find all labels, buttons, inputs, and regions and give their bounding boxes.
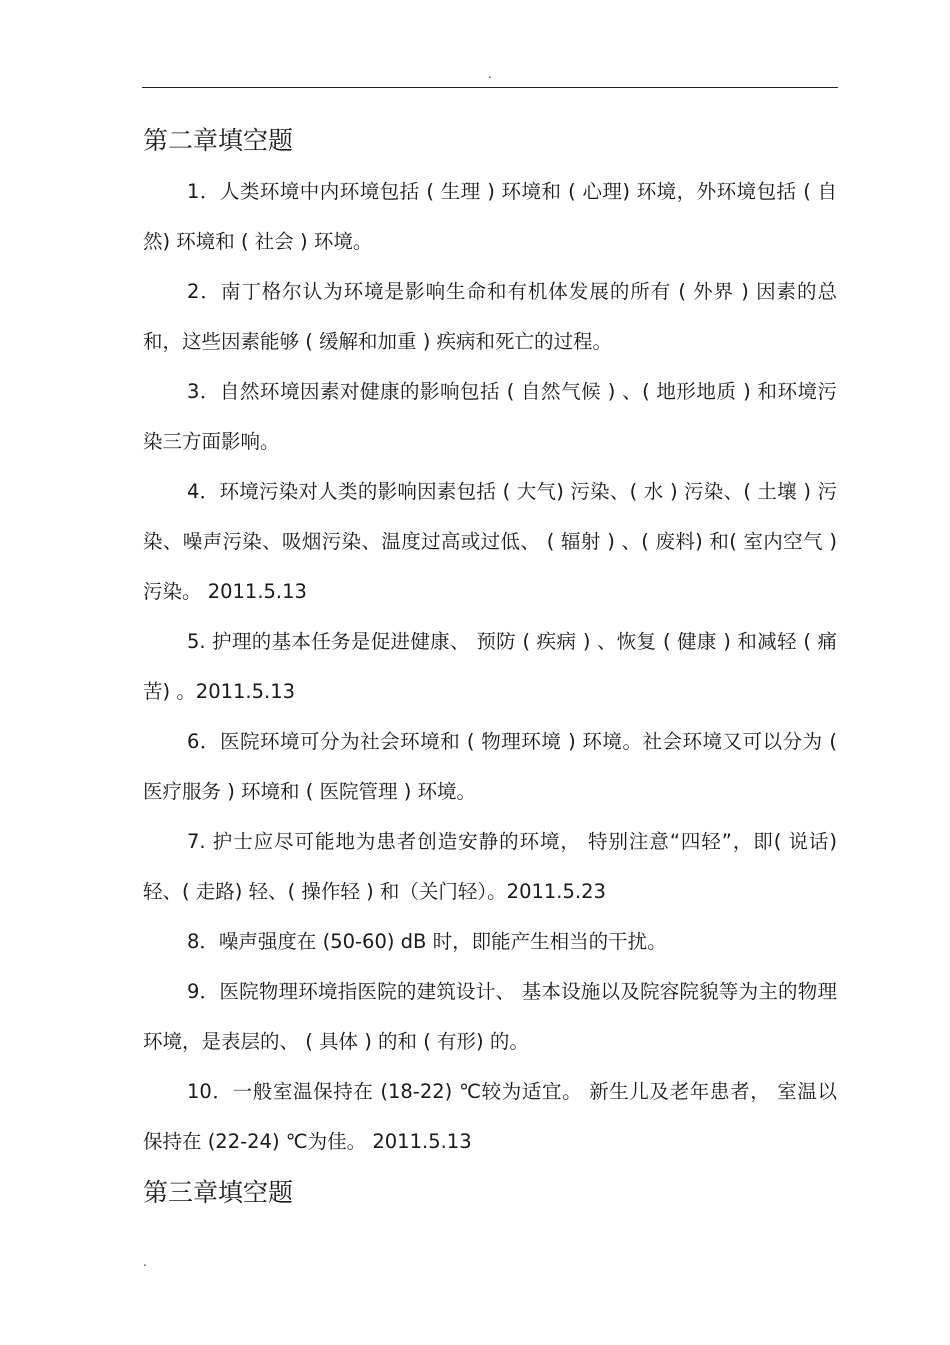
question-7: 7. 护士应尽可能地为患者创造安静的环境， 特别注意“四轻”，即( 说话) 轻、( 走路) 轻、( 操作轻 ) 和（关门轻）。2011.5.23: [143, 830, 837, 903]
footer-dot: .: [143, 1255, 147, 1269]
chapter-3-title: 第三章填空题: [143, 1178, 294, 1207]
question-5: 5. 护理的基本任务是促进健康、 预防 ( 疾病 ) 、恢复 ( 健康 ) 和减轻 ( 痛苦) 。2011.5.13: [143, 630, 837, 703]
header-rule: [142, 87, 838, 88]
question-9: 9．医院物理环境指医院的建筑设计、 基本设施以及院容院貌等为主的物理环境，是表层的、 ( 具体 ) 的和 ( 有形) 的。: [143, 980, 837, 1053]
question-10: 10．一般室温保持在 (18-22) ℃较为适宜。 新生儿及老年患者， 室温以保持在 (22-24) ℃为佳。 2011.5.13: [143, 1080, 837, 1153]
question-6: 6．医院环境可分为社会环境和 ( 物理环境 ) 环境。社会环境又可以分为 ( 医疗服务 ) 环境和 ( 医院管理 ) 环境。: [143, 730, 837, 803]
question-4: 4．环境污染对人类的影响因素包括 ( 大气) 污染、( 水 ) 污染、( 土壤 ) 污染、噪声污染、吸烟污染、温度过高或过低、 ( 辐射 ) 、( 废料) 和( 室内空气 ) 污染。 2011.5.13: [143, 480, 837, 603]
document-body: [143, 115, 837, 1219]
question-2: 2．南丁格尔认为环境是影响生命和有机体发展的所有 ( 外界 ) 因素的总和，这些因素能够 ( 缓解和加重 ) 疾病和死亡的过程。: [143, 280, 837, 353]
question-3: 3．自然环境因素对健康的影响包括 ( 自然气候 ) 、( 地形地质 ) 和环境污染三方面影响。: [143, 380, 837, 453]
chapter-2-title: 第二章填空题: [143, 126, 294, 155]
question-1: 1．人类环境中内环境包括 ( 生理 ) 环境和 ( 心理) 环境，外环境包括 ( 自然) 环境和 ( 社会 ) 环境。: [143, 180, 837, 253]
question-8: 8．噪声强度在 (50-60) dB 时，即能产生相当的干扰。: [187, 930, 667, 953]
header-dot: .: [488, 67, 492, 81]
